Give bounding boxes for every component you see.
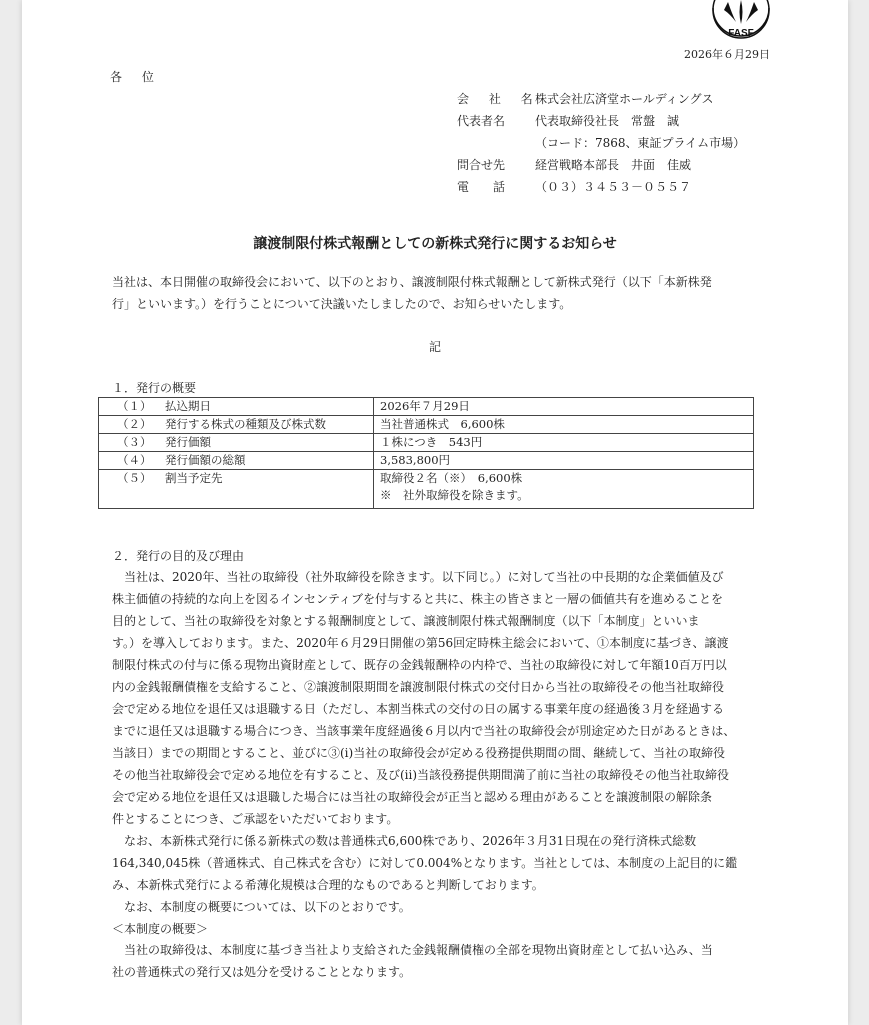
body-line: す。）を導入しております。また、2020年６月29日開催の第56回定時株主総会において、①本制度に基づき、譲渡 [112, 636, 729, 650]
item-number: （３） [117, 435, 152, 449]
table-row [99, 452, 754, 470]
item-label: 割当予定先 [165, 471, 223, 485]
body-line: なお、本新株式発行に係る新株式の数は普通株式6,600株であり、2026年３月31日現在の発行済株式総数 [112, 834, 697, 848]
overview-line: 当社の取締役は、本制度に基づき当社より支給された金銭報酬債権の全部を現物出資財産として払い込み、当 [112, 943, 713, 957]
section-2-heading: ２．発行の目的及び理由 [112, 549, 245, 563]
body-line: 制限付株式の付与に係る現物出資財産として、既存の金銭報酬枠の内枠で、当社の取締役に対して年額10百万円以 [112, 658, 727, 672]
logo-text: FASF [728, 28, 754, 39]
body-line: その他当社取締役会で定める地位を有すること、及び(ii)当該役務提供期間満了前に当社の取締役その他当社取締役 [112, 768, 730, 782]
table-value-cell: 2026年７月29日 [374, 398, 754, 416]
item-number: （２） [117, 417, 152, 431]
overview-line: 社の普通株式の発行又は処分を受けることとなります。 [112, 965, 412, 979]
phone-label: 電 話 [457, 180, 506, 194]
representative-row [457, 110, 745, 132]
fasf-logo [710, 0, 772, 44]
body-line: なお、本制度の概要については、以下のとおりです。 [112, 900, 411, 914]
document-page [22, 0, 848, 1025]
company-value: 株式会社広済堂ホールディングス [535, 92, 714, 106]
body-line: み、本新株式発行による希薄化規模は合理的なものであると判断しております。 [112, 878, 544, 892]
intro-line: 行」といいます。）を行うことについて決議いたしましたので、お知らせいたします。 [112, 297, 572, 311]
table-item-cell [99, 416, 374, 434]
table-row [99, 470, 754, 509]
table-row [99, 416, 754, 434]
table-item-cell [99, 452, 374, 470]
document-title: 譲渡制限付株式報酬としての新株式発行に関するお知らせ [253, 236, 617, 252]
intro-paragraph [112, 271, 772, 315]
body-line: 164,340,045株（普通株式、自己株式を含む）に対して0.004%となります。当社としては、本制度の上記目的に鑑 [112, 856, 738, 870]
company-row [457, 88, 745, 110]
item-label: 発行する株式の種類及び株式数 [165, 417, 326, 431]
table-value-cell [374, 470, 754, 509]
code-value: （コード：7868、東証プライム市場） [535, 136, 746, 150]
code-row [457, 132, 745, 154]
representative-label: 代表者名 [457, 114, 506, 128]
ki-mark: 記 [428, 340, 441, 354]
item-number: （４） [117, 453, 152, 467]
representative-value: 代表取締役社長 常盤 誠 [535, 114, 680, 128]
overview-heading: ＜本制度の概要＞ [112, 922, 209, 936]
intro-line: 当社は、本日開催の取締役会において、以下のとおり、譲渡制限付株式報酬として新株式発行（以下「本新株発 [112, 275, 712, 289]
document-date: 2026年６月29日 [684, 48, 770, 61]
body-line: 目的として、当社の取締役を対象とする報酬制度として、譲渡制限付株式報酬制度（以下「本制度」といいま [112, 614, 700, 628]
table-value-cell: 3,583,800円 [374, 452, 754, 470]
section-1-heading: １．発行の概要 [112, 381, 197, 395]
body-line: までに退任又は退職する場合につき、当該事業年度経過後６月以内で当社の取締役会が別途定めた日があるときは、 [112, 724, 736, 738]
phone-value: （０３）３４５３－０５５７ [535, 180, 692, 194]
table-item-cell [99, 398, 374, 416]
value-note: ※ 社外取締役を除きます。 [380, 488, 529, 502]
body-line: 会で定める地位を退任又は退職した場合には当社の取締役会が正当と認める理由があることを譲渡制限の解除条 [112, 790, 713, 804]
company-info [457, 88, 745, 198]
body-line: 件とすることにつき、ご承認をいただいております。 [112, 812, 399, 826]
item-label: 発行価額 [165, 435, 211, 449]
company-label: 会 社 名 [457, 92, 541, 106]
value-line: 取締役２名（※） 6,600株 [380, 471, 523, 485]
contact-label: 問合せ先 [457, 158, 506, 172]
table-row [99, 434, 754, 452]
body-line: 株主価値の持続的な向上を図るインセンティブを付与すると共に、株主の皆さまと一層の価値共有を進めることを [112, 592, 724, 606]
item-number: （１） [117, 399, 152, 413]
table-value-cell: 当社普通株式 6,600株 [374, 416, 754, 434]
phone-row [457, 176, 745, 198]
table-item-cell [99, 434, 374, 452]
table-row [99, 398, 754, 416]
table-item-cell [99, 470, 374, 509]
body-line: 内の金銭報酬債権を支給すること、②譲渡制限期間を譲渡制限付株式の交付日から当社の取締役その他当社取締役 [112, 680, 725, 694]
body-line: 会で定める地位を退任又は退職する日（ただし、本割当株式の交付の日の属する事業年度の経過後３月を経過する [112, 702, 725, 716]
contact-value: 経営戦略本部長 井面 佳威 [535, 158, 692, 172]
contact-row [457, 154, 745, 176]
body-line: 当該日）までの期間とすること、並びに③(i)当社の取締役会が定める役務提供期間の間、継続して、当社の取締役 [112, 746, 725, 760]
table-value-cell: １株につき 543円 [374, 434, 754, 452]
item-number: （５） [117, 471, 152, 485]
item-label: 発行価額の総額 [165, 453, 246, 467]
overview-paragraph [112, 939, 772, 983]
addressee: 各 位 [110, 70, 162, 84]
issuance-table [98, 397, 754, 509]
purpose-paragraph [112, 566, 772, 918]
item-label: 払込期日 [165, 399, 211, 413]
body-line: 当社は、2020年、当社の取締役（社外取締役を除きます。以下同じ。）に対して当社の中長期的な企業価値及び [112, 570, 724, 584]
